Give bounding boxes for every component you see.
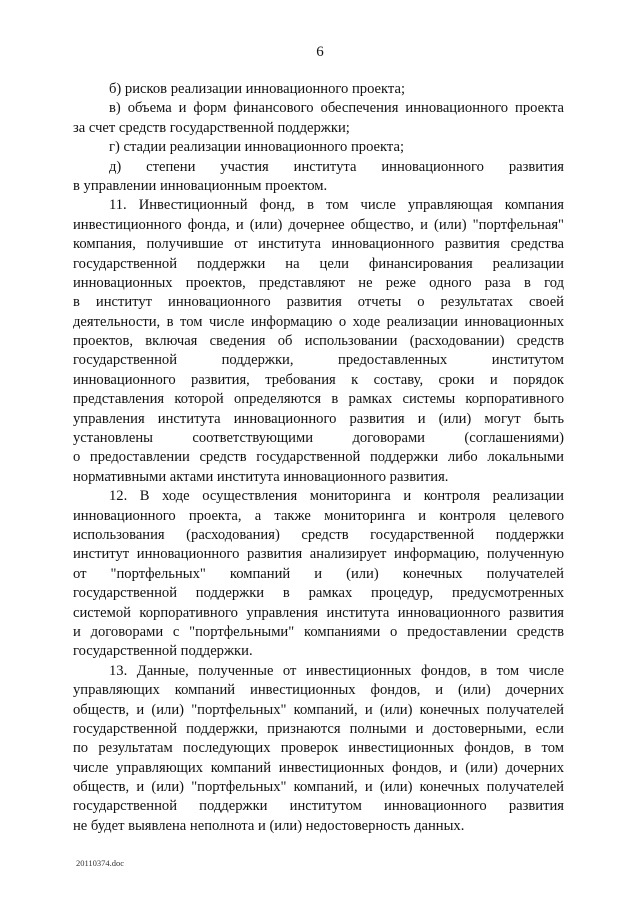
paragraph-line: в) объема и форм финансового обеспечения инновационного проекта [109,100,564,117]
paragraph [73,99,564,138]
paragraph-line: государственной поддержки в рамках процедур, предусмотренных [73,585,564,602]
paragraph-line: государственной поддержки на цели финансирования реализации [73,255,564,272]
paragraph-line: инновационного проекта, а также мониторинга и контроля целевого [73,507,564,524]
page-number: 6 [316,44,324,60]
paragraph-line: 11. Инвестиционный фонд, в том числе управляющая компания [109,197,564,214]
paragraph-line: числе управляющих компаний инвестиционных фондов, и (или) дочерних [73,759,564,776]
paragraph [73,138,564,157]
paragraph-line: по результатам последующих проверок инвестиционных фондов, в том [73,740,564,757]
paragraph-line: управляющих компаний инвестиционных фондов, и (или) дочерних [73,682,564,699]
paragraph-line: нормативными актами института инновационного развития. [73,468,449,485]
paragraph-line: 13. Данные, полученные от инвестиционных фондов, в том числе [109,662,564,679]
paragraph [73,158,564,197]
paragraph-line: в управлении инновационным проектом. [73,177,328,194]
paragraph [73,196,564,487]
file-name-footer: 20110374.doc [76,858,125,868]
paragraph-line: использования (расходования) средств государственной поддержки [73,526,564,543]
paragraph-line: деятельности, в том числе информацию о ходе реализации инновационных [73,313,564,330]
paragraph-line: управления института инновационного развития и (или) могут быть [73,410,564,427]
paragraph-line: проектов, включая сведения об использовании (расходовании) средств [73,333,564,350]
paragraph-line: г) стадии реализации инновационного проекта; [109,139,405,156]
paragraph [73,80,564,99]
paragraph-line: установлены соответствующими договорами (соглашениями) [73,430,564,447]
paragraph-line: государственной поддержки. [73,643,253,660]
paragraph-line: системой корпоративного управления института инновационного развития [73,604,564,621]
paragraph-line: инвестиционного фонда, и (или) дочернее общество, и (или) "портфельная" [73,216,564,233]
paragraph-line: о предоставлении средств государственной поддержки либо локальными [73,449,564,466]
paragraph-line: не будет выявлена неполнота и (или) недостоверность данных. [73,817,465,834]
paragraph-line: государственной поддержки, признаются полными и достоверными, если [73,720,564,737]
document-body [73,80,564,836]
paragraph-line: б) рисков реализации инновационного проекта; [109,81,406,97]
paragraph-line: 12. В ходе осуществления мониторинга и контроля реализации [109,488,564,505]
paragraph [73,487,564,662]
paragraph [73,662,564,837]
paragraph-line: обществ, и (или) "портфельных" компаний, и (или) конечных получателей [73,701,564,718]
paragraph-line: за счет средств государственной поддержки; [73,119,350,136]
paragraph-line: государственной поддержки, предоставленных институтом [73,352,564,369]
paragraph-line: инновационных проектов, представляют не реже одного раза в год [73,274,564,291]
paragraph-line: в институт инновационного развития отчеты о результатах своей [73,294,564,311]
paragraph-line: обществ, и (или) "портфельных" компаний, и (или) конечных получателей [73,779,564,796]
paragraph-line: д) степени участия института инновационного развития [109,158,564,175]
paragraph-line: компания, получившие от института инновационного развития средства [73,236,564,253]
paragraph-line: инновационного развития, требования к составу, сроки и порядок [73,371,564,388]
paragraph-line: и договорами с "портфельными" компаниями о предоставлении средств [73,623,564,640]
paragraph-line: институт инновационного развития анализирует информацию, полученную [73,546,564,563]
paragraph-line: от "портфельных" компаний и (или) конечных получателей [73,565,564,582]
paragraph-line: государственной поддержки институтом инновационного развития [73,798,564,815]
paragraph-line: представления которой определяются в рамках системы корпоративного [73,391,564,408]
